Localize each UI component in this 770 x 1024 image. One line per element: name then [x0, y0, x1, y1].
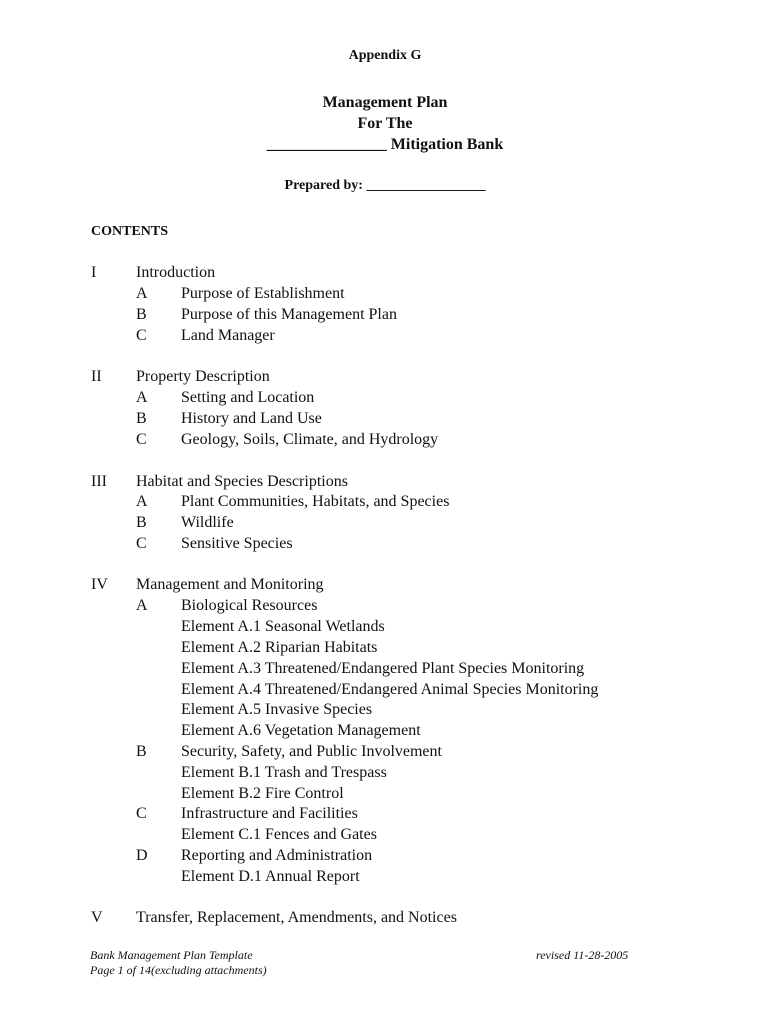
- element-title: Element A.6 Vegetation Management: [181, 722, 421, 739]
- subsection-letter: A: [136, 285, 148, 302]
- section-title: Transfer, Replacement, Amendments, and Notices: [136, 909, 457, 926]
- element-title: Element A.4 Threatened/Endangered Animal Species Monitoring: [181, 681, 599, 698]
- subsection-letter: A: [136, 597, 148, 614]
- contents-heading: CONTENTS: [91, 224, 169, 239]
- footer-revised: revised 11-28-2005: [536, 948, 629, 962]
- subsection-letter: B: [136, 306, 147, 323]
- section-number: II: [91, 368, 102, 385]
- subsection-title: Infrastructure and Facilities: [181, 805, 358, 822]
- title-line-3: _______________ Mitigation Bank: [266, 136, 504, 153]
- subsection-letter: B: [136, 743, 147, 760]
- subsection-title: Land Manager: [181, 327, 275, 344]
- subsection-letter: A: [136, 389, 148, 406]
- footer-template-name: Bank Management Plan Template: [90, 948, 253, 962]
- subsection-letter: A: [136, 493, 148, 510]
- element-title: Element A.1 Seasonal Wetlands: [181, 618, 385, 635]
- element-title: Element D.1 Annual Report: [181, 868, 360, 885]
- subsection-title: Plant Communities, Habitats, and Species: [181, 493, 450, 510]
- subsection-letter: C: [136, 805, 147, 822]
- element-title: Element B.1 Trash and Trespass: [181, 764, 387, 781]
- subsection-title: Biological Resources: [181, 597, 318, 614]
- element-title: Element A.3 Threatened/Endangered Plant Species Monitoring: [181, 660, 585, 677]
- section-title: Management and Monitoring: [136, 576, 324, 593]
- footer-page-info: Page 1 of 14(excluding attachments): [90, 963, 267, 977]
- prepared-by: Prepared by: _________________: [284, 178, 486, 193]
- section-number: III: [91, 473, 107, 490]
- appendix-label: Appendix G: [348, 48, 422, 63]
- subsection-letter: C: [136, 535, 147, 552]
- subsection-title: Setting and Location: [181, 389, 315, 406]
- subsection-letter: D: [136, 847, 148, 864]
- subsection-title: Wildlife: [181, 514, 234, 531]
- subsection-title: Reporting and Administration: [181, 847, 373, 864]
- subsection-letter: C: [136, 431, 147, 448]
- title-line-2: For The: [357, 115, 413, 132]
- element-title: Element A.2 Riparian Habitats: [181, 639, 378, 656]
- section-title: Introduction: [136, 264, 216, 281]
- section-number: I: [91, 264, 97, 281]
- subsection-title: Security, Safety, and Public Involvement: [181, 743, 442, 760]
- element-title: Element C.1 Fences and Gates: [181, 826, 377, 843]
- subsection-title: Sensitive Species: [181, 535, 293, 552]
- subsection-title: Purpose of this Management Plan: [181, 306, 397, 323]
- section-number: V: [91, 909, 103, 926]
- subsection-title: Purpose of Establishment: [181, 285, 345, 302]
- subsection-title: Geology, Soils, Climate, and Hydrology: [181, 431, 439, 448]
- subsection-letter: B: [136, 514, 147, 531]
- section-title: Property Description: [136, 368, 270, 385]
- section-title: Habitat and Species Descriptions: [136, 473, 348, 490]
- subsection-title: History and Land Use: [181, 410, 322, 427]
- title-line-1: Management Plan: [322, 94, 448, 111]
- subsection-letter: C: [136, 327, 147, 344]
- element-title: Element A.5 Invasive Species: [181, 701, 373, 718]
- element-title: Element B.2 Fire Control: [181, 785, 344, 802]
- subsection-letter: B: [136, 410, 147, 427]
- section-number: IV: [91, 576, 108, 593]
